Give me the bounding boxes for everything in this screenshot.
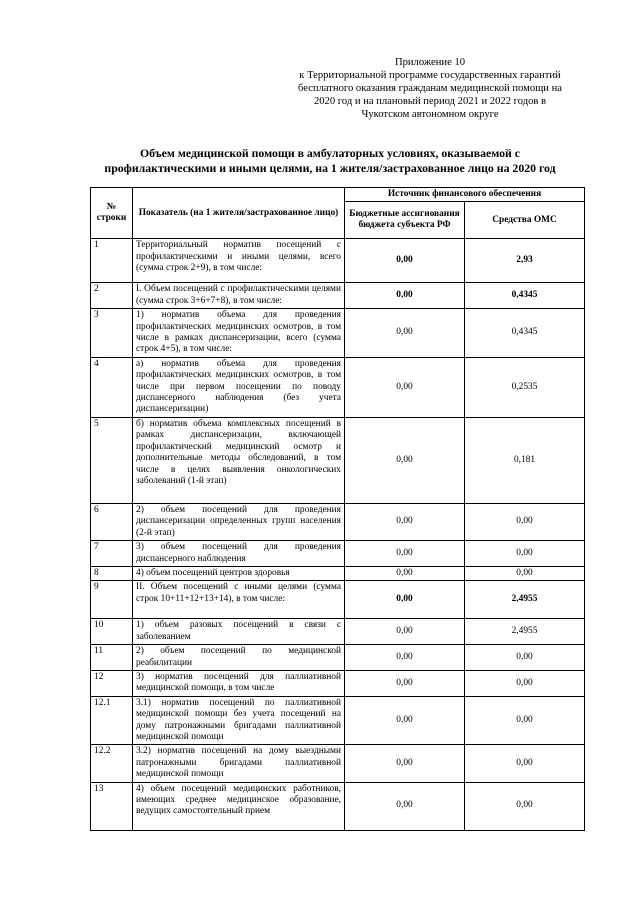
cell-row-number: 12.1 — [91, 696, 133, 745]
table-row — [91, 581, 585, 619]
table-row — [91, 619, 585, 645]
appendix-line: Приложение 10 — [394, 57, 466, 68]
cell-oms-value: 0,00 — [465, 670, 585, 696]
table-body — [91, 239, 585, 830]
appendix-line: 2020 год и на плановый период 2021 и 2022 годов в — [313, 96, 547, 107]
cell-budget-value: 0,00 — [345, 541, 465, 567]
appendix-line: Чукотском автономном округе — [361, 109, 499, 120]
cell-oms-value: 0,4345 — [465, 309, 585, 358]
cell-oms-value: 2,4955 — [465, 581, 585, 619]
cell-budget-value: 0,00 — [345, 670, 465, 696]
cell-row-number: 9 — [91, 581, 133, 619]
cell-oms-value: 0,00 — [465, 645, 585, 671]
table-row — [91, 696, 585, 745]
table-row — [91, 782, 585, 830]
cell-indicator: 2) объем посещений для проведения диспансеризации определенных групп населения (2-й этап) — [133, 503, 345, 540]
cell-row-number: 10 — [91, 619, 133, 645]
cell-budget-value: 0,00 — [345, 239, 465, 283]
document-title — [80, 146, 580, 175]
cell-row-number: 5 — [91, 417, 133, 503]
volume-table — [90, 187, 585, 831]
cell-budget-value: 0,00 — [345, 309, 465, 358]
cell-indicator: 1) объем разовых посещений в связи с заболеванием — [133, 619, 345, 645]
cell-row-number: 8 — [91, 566, 133, 580]
appendix-line: бесплатного оказания гражданам медицинской помощи на — [297, 83, 562, 94]
title-line-2: профилактическими и иными целями, на 1 жителя/застрахованное лицо на 2020 год — [104, 160, 556, 175]
cell-row-number: 12.2 — [91, 745, 133, 782]
table-row — [91, 283, 585, 309]
cell-budget-value: 0,00 — [345, 645, 465, 671]
cell-budget-value: 0,00 — [345, 566, 465, 580]
cell-oms-value: 0,00 — [465, 541, 585, 567]
cell-row-number: 1 — [91, 239, 133, 283]
cell-indicator: Территориальный норматив посещений с профилактическими и иными целями, всего (сумма строк 2+9), в том числе: — [133, 239, 345, 283]
cell-row-number: 11 — [91, 645, 133, 671]
cell-indicator: 4) объем посещений центров здоровья — [133, 566, 345, 580]
cell-oms-value: 0,00 — [465, 696, 585, 745]
header-row-number: № строки — [91, 188, 133, 239]
cell-oms-value: 2,93 — [465, 239, 585, 283]
table-row — [91, 417, 585, 503]
cell-indicator: 2) объем посещений по медицинской реабилитации — [133, 645, 345, 671]
table-row — [91, 645, 585, 671]
cell-budget-value: 0,00 — [345, 696, 465, 745]
table-row — [91, 541, 585, 567]
table-row — [91, 357, 585, 417]
cell-row-number: 6 — [91, 503, 133, 540]
cell-budget-value: 0,00 — [345, 503, 465, 540]
cell-indicator: 4) объем посещений медицинских работников, имеющих среднее медицинское образование, ведущих самостоятельный прием — [133, 782, 345, 830]
cell-indicator: б) норматив объема комплексных посещений в рамках диспансеризации, включающей профилактический медицинский осмотр и дополнительные методы обследований, в том числе в целях выявления онкологических заболеваний (1-й этап) — [133, 417, 345, 503]
cell-indicator: 3.2) норматив посещений на дому выездными патронажными бригадами паллиативной медицинской помощи — [133, 745, 345, 782]
cell-oms-value: 0,2535 — [465, 357, 585, 417]
table-row — [91, 503, 585, 540]
cell-row-number: 2 — [91, 283, 133, 309]
cell-indicator: I. Объем посещений с профилактическими целями (сумма строк 3+6+7+8), в том числе: — [133, 283, 345, 309]
cell-indicator: а) норматив объема для проведения профилактических медицинских осмотров, в том числе при первом посещении по поводу диспансерного наблюдения (без учета диспансеризации) — [133, 357, 345, 417]
table-row — [91, 745, 585, 782]
appendix-note — [280, 56, 580, 121]
cell-indicator: II. Объем посещений с иными целями (сумма строк 10+11+12+13+14), в том числе: — [133, 581, 345, 619]
cell-oms-value: 0,4345 — [465, 283, 585, 309]
cell-budget-value: 0,00 — [345, 581, 465, 619]
cell-indicator: 3) объем посещений для проведения диспансерного наблюдения — [133, 541, 345, 567]
cell-row-number: 4 — [91, 357, 133, 417]
cell-budget-value: 0,00 — [345, 745, 465, 782]
table-row — [91, 309, 585, 358]
cell-oms-value: 0,00 — [465, 503, 585, 540]
header-row — [91, 188, 585, 202]
table-row — [91, 566, 585, 580]
cell-oms-value: 0,00 — [465, 566, 585, 580]
header-oms: Средства ОМС — [465, 202, 585, 239]
cell-budget-value: 0,00 — [345, 283, 465, 309]
cell-row-number: 7 — [91, 541, 133, 567]
header-budget: Бюджетные ассигнования бюджета субъекта РФ — [345, 202, 465, 239]
cell-budget-value: 0,00 — [345, 357, 465, 417]
cell-oms-value: 2,4955 — [465, 619, 585, 645]
cell-budget-value: 0,00 — [345, 782, 465, 830]
cell-budget-value: 0,00 — [345, 417, 465, 503]
cell-row-number: 3 — [91, 309, 133, 358]
cell-indicator: 1) норматив объема для проведения профилактических медицинских осмотров, в том числе в рамках диспансеризации, всего (сумма строк 4+5), в том числе: — [133, 309, 345, 358]
cell-oms-value: 0,00 — [465, 782, 585, 830]
cell-row-number: 12 — [91, 670, 133, 696]
header-funding-source: Источник финансового обеспечения — [345, 188, 585, 202]
cell-budget-value: 0,00 — [345, 619, 465, 645]
cell-indicator: 3) норматив посещений для паллиативной медицинской помощи, в том числе — [133, 670, 345, 696]
cell-oms-value: 0,181 — [465, 417, 585, 503]
cell-oms-value: 0,00 — [465, 745, 585, 782]
table-row — [91, 239, 585, 283]
title-line-1: Объем медицинской помощи в амбулаторных условиях, оказываемой с — [139, 146, 521, 160]
header-indicator: Показатель (на 1 жителя/застрахованное лицо) — [133, 188, 345, 239]
table-row — [91, 670, 585, 696]
appendix-line: к Территориальной программе государственных гарантий — [299, 70, 561, 81]
cell-row-number: 13 — [91, 782, 133, 830]
cell-indicator: 3.1) норматив посещений по паллиативной медицинской помощи без учета посещений на дому патронажными бригадами паллиативной медицинской помощи — [133, 696, 345, 745]
